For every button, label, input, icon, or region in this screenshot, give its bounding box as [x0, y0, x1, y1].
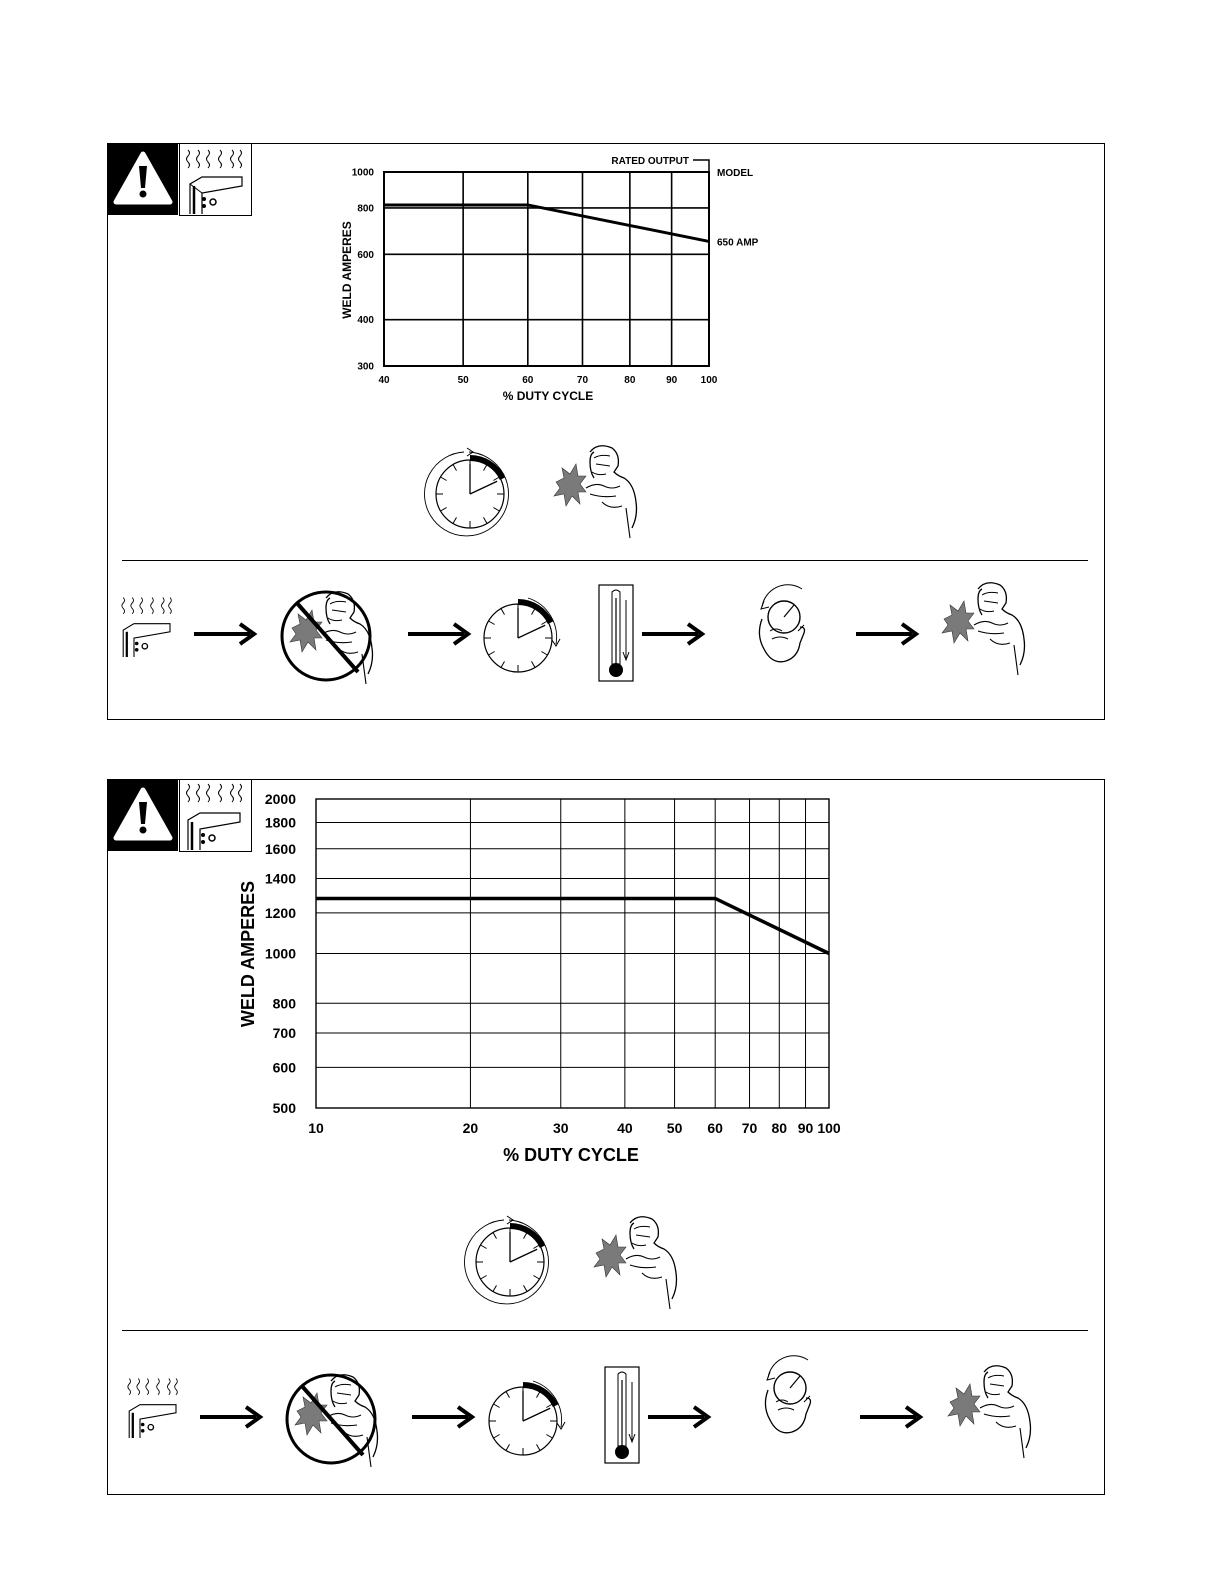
welder-helmet — [986, 1375, 1004, 1394]
hot-machine-icon — [116, 594, 176, 664]
welder-body — [590, 446, 637, 528]
clock-tick — [493, 1285, 497, 1291]
clock-elapsed-arc — [470, 458, 503, 479]
x-tick-label: 60 — [522, 375, 534, 386]
weld-spark — [948, 1384, 980, 1426]
x-axis-label: % DUTY CYCLE — [503, 1145, 639, 1165]
machine-knob — [142, 644, 147, 649]
series-line — [384, 205, 709, 241]
duty-cycle-panel-1 — [107, 143, 1105, 720]
heat-wave — [128, 1379, 131, 1395]
x-tick-label: 100 — [817, 1120, 841, 1136]
duty-cycle-chart-1 — [108, 144, 1104, 424]
clock-tick — [524, 1233, 528, 1239]
divider — [122, 1330, 1088, 1331]
clock-elapsed-arc — [510, 1226, 543, 1247]
x-axis-label: % DUTY CYCLE — [502, 389, 594, 403]
hand-fingers — [770, 625, 804, 639]
thermometer-bulb — [609, 663, 623, 677]
model-header-label: MODEL — [717, 168, 754, 179]
y-tick-label: 500 — [272, 1100, 296, 1117]
clock-tick — [481, 1245, 487, 1249]
x-tick-label: 30 — [552, 1120, 569, 1136]
welder-icon — [546, 442, 646, 542]
no-welding-icon — [285, 1367, 385, 1467]
clock-tick — [494, 1404, 500, 1408]
clock-elapsed-arc — [518, 602, 551, 623]
right-arrow-icon — [410, 1405, 480, 1429]
heat-wave — [122, 598, 125, 614]
y-axis-label: WELD AMPERES — [340, 221, 354, 319]
clock-tick — [493, 1233, 497, 1239]
welder-helmet — [333, 1384, 351, 1403]
timer-clock-icon — [480, 582, 580, 682]
machine-terminal — [141, 1423, 145, 1427]
welder-helmet — [980, 592, 998, 611]
heat-wave — [167, 1379, 170, 1395]
welder-helmet — [632, 1226, 650, 1245]
right-arrow-icon — [198, 1405, 268, 1429]
knob-rotation-arc — [762, 585, 802, 607]
hot-machine-icon — [122, 1375, 182, 1445]
x-tick-label: 40 — [617, 1120, 633, 1136]
model-650-amp-label: 650 AMP — [717, 237, 759, 249]
rated-output-leader — [693, 160, 709, 172]
clock-tick — [506, 1444, 510, 1450]
clock-tick — [546, 1435, 552, 1439]
x-tick-label: 70 — [576, 375, 589, 386]
clock-tick — [484, 517, 488, 523]
clock-tick — [524, 1285, 528, 1291]
rated-output-label: RATED OUTPUT — [611, 156, 689, 167]
machine-terminal — [135, 642, 139, 646]
clock-tick — [441, 508, 447, 512]
y-tick-label: 600 — [272, 1059, 296, 1076]
knob-rotation-arrow — [767, 1372, 775, 1380]
clock-tick — [546, 1404, 552, 1408]
x-tick-label: 50 — [457, 375, 469, 386]
plot-frame — [384, 172, 709, 366]
heat-wave — [151, 598, 154, 614]
knob-rotation-arc — [768, 1356, 808, 1378]
clock-tick — [493, 477, 499, 481]
machine-knob — [148, 1425, 153, 1430]
y-tick-label: 800 — [357, 203, 374, 215]
weld-spark — [554, 464, 586, 506]
x-tick-label: 20 — [462, 1120, 479, 1136]
clock-tick — [453, 517, 457, 523]
duty-cycle-panel-2 — [107, 779, 1105, 1495]
knob-pointer — [784, 605, 794, 617]
right-arrow-icon — [646, 1405, 716, 1429]
weld-spark — [594, 1235, 626, 1277]
heat-wave — [157, 1379, 160, 1395]
welder-arms — [980, 1404, 1024, 1458]
right-arrow-icon — [640, 622, 710, 646]
welder-arms — [586, 484, 630, 538]
clock-hand — [518, 625, 545, 638]
y-tick-label: 400 — [357, 315, 374, 327]
welder-arms — [974, 621, 1018, 675]
right-arrow-icon — [858, 1405, 928, 1429]
x-tick-label: 90 — [797, 1120, 814, 1136]
clock-tick — [532, 609, 536, 615]
hand-fingers — [776, 1396, 810, 1410]
x-tick-label: 50 — [666, 1120, 683, 1136]
x-tick-label: 60 — [707, 1120, 723, 1136]
y-axis-label: WELD AMPERES — [238, 880, 258, 1028]
series-line — [316, 898, 829, 953]
heat-wave — [131, 598, 134, 614]
y-tick-label: 1600 — [264, 840, 296, 857]
welder-body — [978, 583, 1025, 665]
clock-tick — [537, 1444, 541, 1450]
welder-arms — [626, 1255, 670, 1309]
x-tick-label: 100 — [700, 375, 718, 386]
welder-icon — [940, 1362, 1040, 1462]
clock-tick — [484, 465, 488, 471]
clock-hand — [523, 1408, 550, 1421]
x-tick-label: 80 — [624, 375, 636, 386]
y-tick-label: 1400 — [264, 870, 296, 887]
machine-terminal — [135, 648, 139, 652]
clock-tick — [537, 1392, 541, 1398]
clock-tick — [489, 621, 495, 625]
thermometer-bulb — [615, 1445, 629, 1459]
adjust-knob-icon — [742, 569, 832, 669]
welder-helmet — [592, 455, 610, 474]
clock-tick — [541, 652, 547, 656]
clock-hand — [470, 481, 497, 494]
clock-tick — [533, 1276, 539, 1280]
clock-tick — [532, 661, 536, 667]
heat-wave — [140, 598, 143, 614]
clock-tick — [533, 1245, 539, 1249]
clock-tick — [494, 1435, 500, 1439]
y-tick-label: 1800 — [264, 814, 296, 831]
heat-wave — [137, 1379, 140, 1395]
y-tick-label: 300 — [357, 361, 374, 373]
heat-wave — [175, 1379, 178, 1395]
machine-case — [123, 624, 170, 657]
clock-tick — [501, 609, 505, 615]
clock-tick — [541, 621, 547, 625]
x-tick-label: 90 — [666, 375, 678, 386]
right-arrow-icon — [192, 622, 262, 646]
thermometer-icon — [598, 584, 634, 684]
clock-tick — [489, 652, 495, 656]
welder-icon — [586, 1213, 686, 1313]
welder-helmet — [328, 601, 346, 620]
weld-spark — [942, 601, 974, 643]
clock-tick — [453, 465, 457, 471]
clock-tick — [441, 477, 447, 481]
welder-body — [630, 1217, 677, 1299]
x-tick-label: 10 — [308, 1120, 324, 1136]
welder-icon — [290, 592, 373, 684]
divider — [122, 560, 1088, 561]
heat-wave — [161, 598, 164, 614]
heat-wave — [146, 1379, 149, 1395]
y-tick-label: 700 — [272, 1025, 296, 1042]
y-tick-label: 600 — [357, 249, 374, 261]
clock-tick — [481, 1276, 487, 1280]
heat-wave — [169, 598, 172, 614]
right-arrow-icon — [406, 622, 476, 646]
clock-tick — [493, 508, 499, 512]
welder-icon — [295, 1375, 378, 1467]
clock-elapsed-arc — [523, 1385, 556, 1406]
clock-tick — [506, 1392, 510, 1398]
adjust-knob-icon — [748, 1340, 838, 1440]
y-tick-label: 1200 — [264, 904, 296, 921]
x-tick-label: 40 — [378, 375, 390, 386]
y-tick-label: 1000 — [264, 945, 296, 962]
timer-clock-icon — [426, 444, 526, 540]
timer-clock-icon — [485, 1365, 585, 1465]
clock-tick — [501, 661, 505, 667]
thermometer-icon — [604, 1366, 640, 1466]
knob-pointer — [790, 1376, 800, 1388]
no-welding-icon — [280, 584, 380, 684]
machine-terminal — [141, 1429, 145, 1433]
machine-case — [129, 1405, 176, 1438]
y-tick-label: 1000 — [351, 167, 374, 179]
knob-rotation-arrow — [761, 601, 769, 609]
welder-body — [984, 1366, 1031, 1448]
y-tick-label: 800 — [272, 995, 296, 1012]
x-tick-label: 70 — [741, 1120, 758, 1136]
y-tick-label: 2000 — [264, 791, 296, 808]
x-tick-label: 80 — [771, 1120, 788, 1136]
duty-cycle-chart-2 — [108, 780, 1104, 1180]
clock-hand — [510, 1249, 537, 1262]
timer-clock-icon — [466, 1212, 566, 1308]
right-arrow-icon — [854, 622, 924, 646]
welder-icon — [934, 579, 1034, 679]
